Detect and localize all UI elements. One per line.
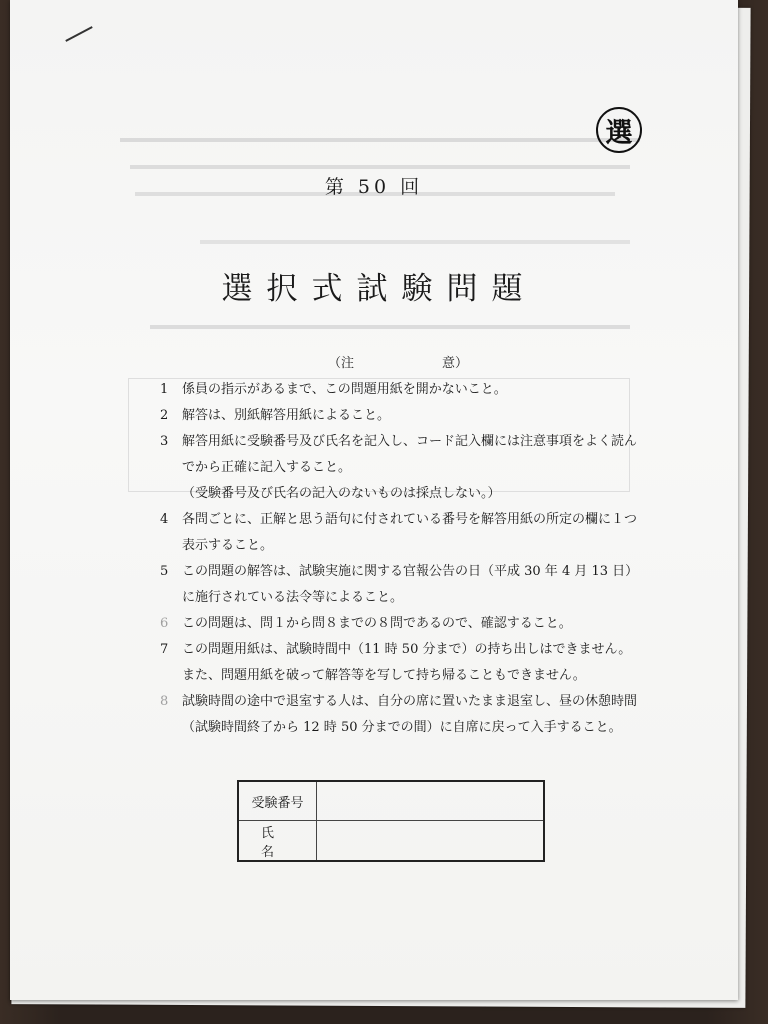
candidate-info-box xyxy=(237,780,545,862)
notes-heading xyxy=(328,352,468,371)
session-number: 第 50 回 xyxy=(324,176,424,198)
note-number: 4 xyxy=(160,512,169,527)
note-text: この問題は、問１から問８までの８問であるので、確認すること。 xyxy=(182,616,572,631)
note-text: 解答は、別紙解答用紙によること。 xyxy=(182,408,391,423)
notes-heading-right: 意） xyxy=(441,356,468,371)
name-field[interactable] xyxy=(317,821,543,860)
exam-booklet-cover xyxy=(10,0,738,1000)
exam-title: 選択式試験問題 xyxy=(221,271,537,307)
note-item xyxy=(160,689,640,741)
note-text: 解答用紙に受験番号及び氏名を記入し、コード記入欄には注意事項をよく読んでから正確に記入すること。 xyxy=(182,434,638,475)
note-item xyxy=(160,429,640,507)
note-number: 6 xyxy=(160,616,169,631)
exam-number-label: 受験番号 xyxy=(239,782,317,821)
pen-mark xyxy=(65,26,92,42)
selection-exam-mark-text: 選 xyxy=(605,117,633,149)
notes-heading-left: （注 xyxy=(328,356,355,371)
note-item xyxy=(160,611,640,637)
note-text: 各問ごとに、正解と思う語句に付されている番号を解答用紙の所定の欄に１つ表示すること。 xyxy=(182,512,638,553)
note-item xyxy=(160,377,640,403)
note-text: この問題の解答は、試験実施に関する官報公告の日（平成 30 年 4 月 13 日）に施行されている法令等によること。 xyxy=(182,564,639,605)
selection-exam-mark xyxy=(596,107,642,153)
note-text: この問題用紙は、試験時間中（11 時 50 分まで）の持ち出しはできません。 xyxy=(182,642,632,657)
note-item xyxy=(160,403,640,429)
note-number: 1 xyxy=(160,382,169,397)
note-text: 係員の指示があるまで、この問題用紙を開かないこと。 xyxy=(182,382,507,397)
note-text: 試験時間の途中で退室する人は、自分の席に置いたまま退室し、昼の休憩時間（試験時間終了から 12 時 50 分までの間）に自席に戻って入手すること。 xyxy=(182,694,638,735)
note-item xyxy=(160,637,640,689)
note-number: 7 xyxy=(160,642,169,657)
note-number: 5 xyxy=(160,564,169,579)
note-item xyxy=(160,507,640,559)
exam-number-field[interactable] xyxy=(317,782,543,821)
note-number: 2 xyxy=(160,408,169,423)
note-item xyxy=(160,559,640,611)
note-subtext: また、問題用紙を破って解答等を写して持ち帰ることもできません。 xyxy=(182,668,586,683)
note-number: 8 xyxy=(160,694,169,709)
note-subtext: （受験番号及び氏名の記入のないものは採点しない。） xyxy=(182,486,501,501)
notes-list xyxy=(160,377,640,741)
name-label: 氏名 xyxy=(261,825,297,860)
note-number: 3 xyxy=(160,434,169,449)
